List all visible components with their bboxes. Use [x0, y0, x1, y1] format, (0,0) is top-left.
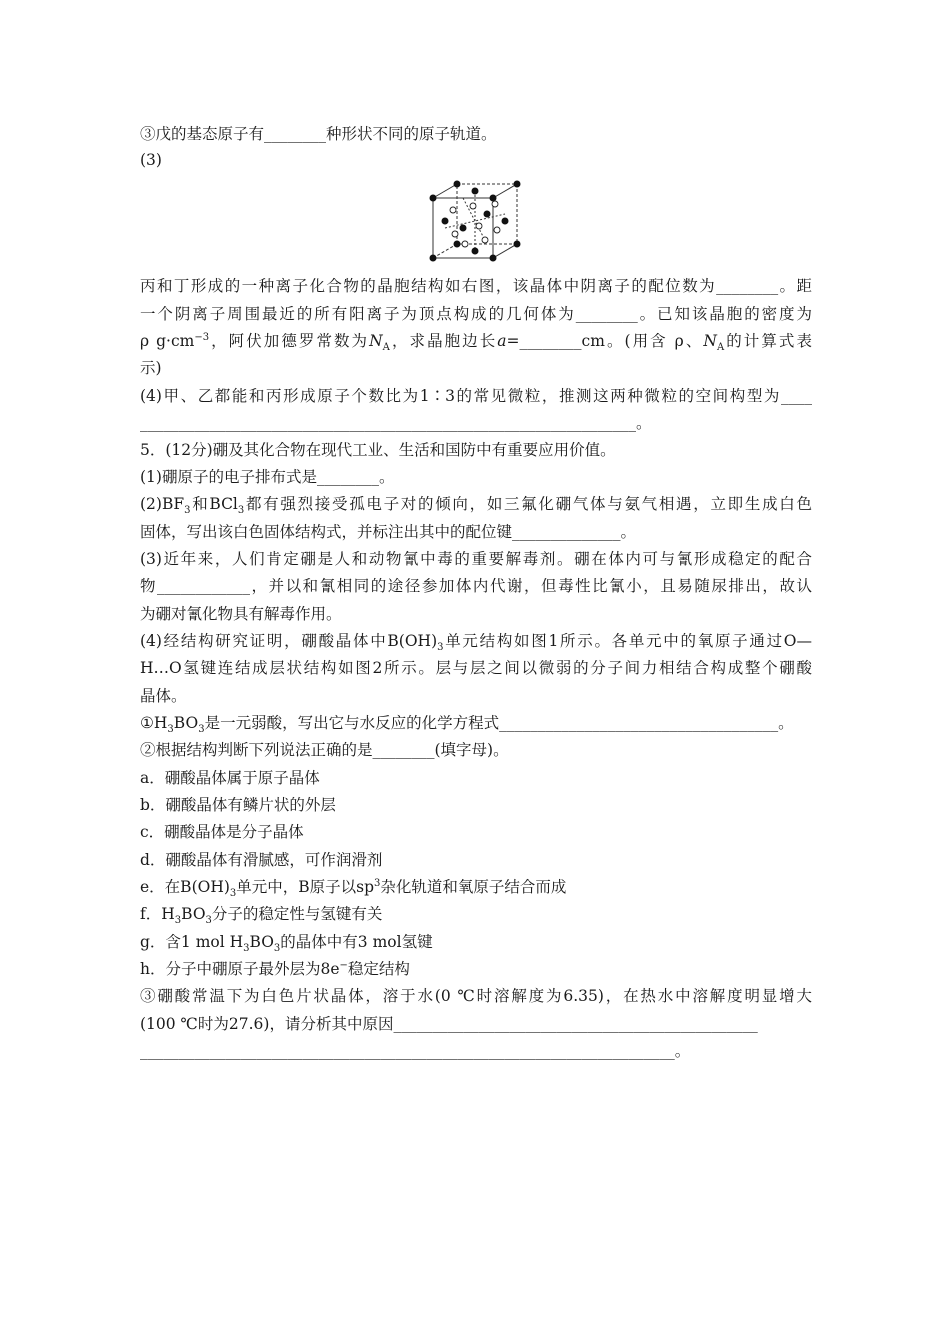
q5-p4-item3-line3: _____________________________________________________________________。	[140, 1042, 691, 1060]
q5-option-g: g．含1 mol $H_3BO_3$的晶体中有3 mol氢键	[140, 933, 433, 955]
q5-p1: (1)硼原子的电子排布式是________。	[140, 468, 395, 486]
crystal-cell-diagram	[425, 178, 525, 268]
q5-p3-line3: 为硼对氰化物具有解毒作用。	[140, 605, 342, 623]
q5-option-c: c．硼酸晶体是分子晶体	[140, 823, 304, 841]
q5-option-b: b．硼酸晶体有鳞片状的外层	[140, 796, 336, 814]
q4-part3-text1: 丙和丁形成的一种离子化合物的晶胞结构如右图，该晶体中阴离子的配位数为________。距	[140, 277, 812, 295]
q5-option-e: e．在$B(OH)_3$单元中，B原子以$sp^3$杂化轨道和氧原子结合而成	[140, 877, 567, 900]
q4-part4-text2: ________________________________________________________________。	[140, 414, 652, 432]
q4-part3-text4: 示)	[140, 359, 162, 377]
q5-p3-line1: (3)近年来，人们肯定硼是人和动物氰中毒的重要解毒剂。硼在体内可与氰形成稳定的配合	[140, 550, 812, 568]
q5-title: 5．(12分)硼及其化合物在现代工业、生活和国防中有重要应用价值。	[140, 441, 616, 459]
q4-part3-text2: 一个阴离子周围最近的所有阳离子为顶点构成的几何体为________。已知该晶胞的密度为	[140, 305, 812, 323]
q5-p3-line2: 物____________，并以和氰相同的途径参加体内代谢，但毒性比氰小，且易随尿排出，故认	[140, 577, 812, 595]
q4-part3-label: (3)	[140, 151, 162, 169]
q5-p2-line1: $(2)BF_3$和BCl$_3$都有强烈接受孤电子对的倾向，如三氟化硼气体与氨气相遇，立即生成白色	[140, 495, 812, 517]
q5-p4-item3-line2: (100 ℃时为27.6)，请分析其中原因_______________________________________________	[140, 1015, 758, 1033]
q5-p4-item3-line1: ③硼酸常温下为白色片状晶体，溶于水(0 ℃时溶解度为6.35)，在热水中溶解度明显增大	[140, 987, 812, 1005]
q5-p4-line2: H…O氢键连结成层状结构如图2所示。层与层之间以微弱的分子间力相结合构成整个硼酸	[140, 659, 812, 677]
q4-part2-item3: ③戊的基态原子有________种形状不同的原子轨道。	[140, 125, 497, 143]
q4-part3-text3: ρ $g\cdot cm^{-3}$，阿伏加德罗常数为$N_A$，求晶胞边长a=________cm。(用含 ρ、$N_A$的计算式表	[140, 331, 812, 354]
q5-p4-item2: ②根据结构判断下列说法正确的是________(填字母)。	[140, 741, 509, 759]
q5-p2-line2: 固体，写出该白色固体结构式，并标注出其中的配位键______________。	[140, 523, 637, 541]
q4-part4-text1: (4)甲、乙都能和丙形成原子个数比为1∶3的常见微粒，推测这两种微粒的空间构型为____	[140, 387, 812, 405]
q5-option-h: h．分子中硼原子最外层为8e−稳定结构	[140, 959, 410, 978]
q5-p4-line1: (4)经结构研究证明，硼酸晶体中$B(OH)_3$单元结构如图1所示。各单元中的氧原子通过O—	[140, 632, 812, 654]
q5-p4-item1: $①H_3BO_3$是一元弱酸，写出它与水反应的化学方程式____________________________________。	[140, 714, 794, 736]
q5-option-a: a．硼酸晶体属于原子晶体	[140, 769, 320, 787]
q5-option-f: f．$H_3BO_3$分子的稳定性与氢键有关	[140, 905, 383, 927]
q5-p4-line3: 晶体。	[140, 687, 187, 705]
q5-option-d: d．硼酸晶体有滑腻感，可作润滑剂	[140, 851, 383, 869]
